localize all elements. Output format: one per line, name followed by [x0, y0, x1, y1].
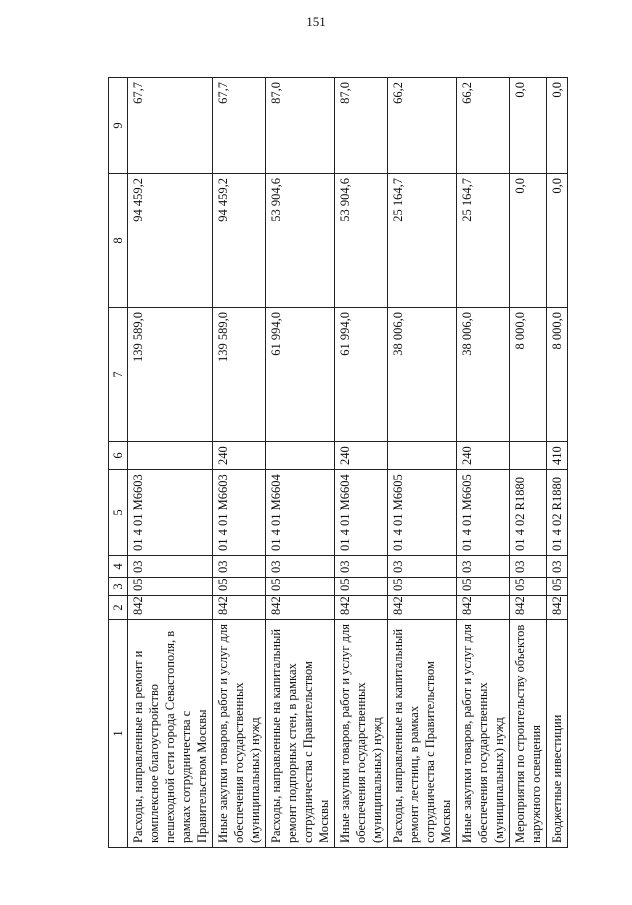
cell-section: 05 [213, 578, 266, 596]
cell-approved: 38 006,0 [457, 308, 510, 442]
cell-percent: 87,0 [266, 78, 335, 174]
cell-percent: 66,2 [388, 78, 457, 174]
cell-subsection: 03 [388, 556, 457, 578]
cell-section: 05 [547, 578, 568, 596]
cell-expense-type: 240 [335, 442, 388, 470]
table-row [510, 78, 547, 848]
cell-target-article: 01 4 02 R1880 [510, 470, 547, 556]
cell-ministry: 842 [457, 596, 510, 620]
cell-approved: 139 589,0 [128, 308, 213, 442]
cell-subsection: 03 [266, 556, 335, 578]
cell-percent: 0,0 [510, 78, 547, 174]
table-row [457, 78, 510, 848]
cell-section: 05 [457, 578, 510, 596]
cell-executed: 25 164,7 [388, 174, 457, 308]
cell-ministry: 842 [388, 596, 457, 620]
cell-expense-type [266, 442, 335, 470]
cell-expense-type [388, 442, 457, 470]
cell-description: Иные закупки товаров, работ и услуг для обеспечения государственных (муниципальных) нужд [457, 620, 510, 848]
cell-approved: 61 994,0 [335, 308, 388, 442]
table-row [388, 78, 457, 848]
cell-percent: 87,0 [335, 78, 388, 174]
cell-target-article: 01 4 01 М6604 [266, 470, 335, 556]
cell-subsection: 03 [547, 556, 568, 578]
cell-percent: 0,0 [547, 78, 568, 174]
header-col-6: 6 [109, 442, 128, 470]
cell-target-article: 01 4 01 М6604 [335, 470, 388, 556]
table-row [213, 78, 266, 848]
cell-section: 05 [128, 578, 213, 596]
cell-approved: 38 006,0 [388, 308, 457, 442]
cell-approved: 8 000,0 [510, 308, 547, 442]
cell-section: 05 [388, 578, 457, 596]
cell-percent: 67,7 [128, 78, 213, 174]
header-col-2: 2 [109, 596, 128, 620]
cell-ministry: 842 [335, 596, 388, 620]
cell-section: 05 [266, 578, 335, 596]
header-col-1: 1 [109, 620, 128, 848]
cell-subsection: 03 [457, 556, 510, 578]
cell-approved: 139 589,0 [213, 308, 266, 442]
cell-description: Иные закупки товаров, работ и услуг для обеспечения государственных (муниципальных) нужд [335, 620, 388, 848]
table-header-row [109, 78, 128, 848]
cell-executed: 53 904,6 [266, 174, 335, 308]
cell-ministry: 842 [266, 596, 335, 620]
cell-approved: 8 000,0 [547, 308, 568, 442]
header-col-5: 5 [109, 470, 128, 556]
cell-executed: 0,0 [510, 174, 547, 308]
cell-expense-type: 240 [213, 442, 266, 470]
header-col-7: 7 [109, 308, 128, 442]
table-row [128, 78, 213, 848]
cell-description: Иные закупки товаров, работ и услуг для обеспечения государственных (муниципальных) нужд [213, 620, 266, 848]
header-col-9: 9 [109, 78, 128, 174]
cell-target-article: 01 4 01 М6605 [388, 470, 457, 556]
cell-executed: 94 459,2 [213, 174, 266, 308]
cell-expense-type [128, 442, 213, 470]
rotated-table-wrapper [108, 78, 593, 848]
cell-section: 05 [510, 578, 547, 596]
cell-subsection: 03 [213, 556, 266, 578]
cell-subsection: 03 [510, 556, 547, 578]
cell-target-article: 01 4 02 R1880 [547, 470, 568, 556]
cell-ministry: 842 [128, 596, 213, 620]
cell-executed: 53 904,6 [335, 174, 388, 308]
cell-ministry: 842 [547, 596, 568, 620]
cell-ministry: 842 [213, 596, 266, 620]
table-row [335, 78, 388, 848]
cell-description: Мероприятия по строительству объектов наружного освещения [510, 620, 547, 848]
cell-target-article: 01 4 01 М6603 [128, 470, 213, 556]
cell-ministry: 842 [510, 596, 547, 620]
cell-percent: 66,2 [457, 78, 510, 174]
table-row [547, 78, 568, 848]
header-col-4: 4 [109, 556, 128, 578]
cell-expense-type [510, 442, 547, 470]
cell-description: Бюджетные инвестиции [547, 620, 568, 848]
cell-target-article: 01 4 01 М6605 [457, 470, 510, 556]
cell-executed: 94 459,2 [128, 174, 213, 308]
cell-executed: 25 164,7 [457, 174, 510, 308]
cell-percent: 67,7 [213, 78, 266, 174]
cell-description: Расходы, направленные на капитальный ремонт лестниц, в рамках сотрудничества с Правительством Москвы [388, 620, 457, 848]
cell-subsection: 03 [335, 556, 388, 578]
cell-expense-type: 410 [547, 442, 568, 470]
cell-approved: 61 994,0 [266, 308, 335, 442]
cell-target-article: 01 4 01 М6603 [213, 470, 266, 556]
header-col-3: 3 [109, 578, 128, 596]
cell-executed: 0,0 [547, 174, 568, 308]
budget-table [108, 77, 568, 848]
page-number: 151 [306, 14, 326, 29]
rotated-table-frame [108, 78, 593, 848]
cell-subsection: 03 [128, 556, 213, 578]
header-col-8: 8 [109, 174, 128, 308]
cell-description: Расходы, направленные на ремонт и комплексное благоустройство пешеходной сети города Севастополя, в рамках сотрудничества с Правительством Москвы [128, 620, 213, 848]
cell-description: Расходы, направленные на капитальный ремонт подпорных стен, в рамках сотрудничества с Правительством Москвы [266, 620, 335, 848]
cell-section: 05 [335, 578, 388, 596]
table-row [266, 78, 335, 848]
cell-expense-type: 240 [457, 442, 510, 470]
